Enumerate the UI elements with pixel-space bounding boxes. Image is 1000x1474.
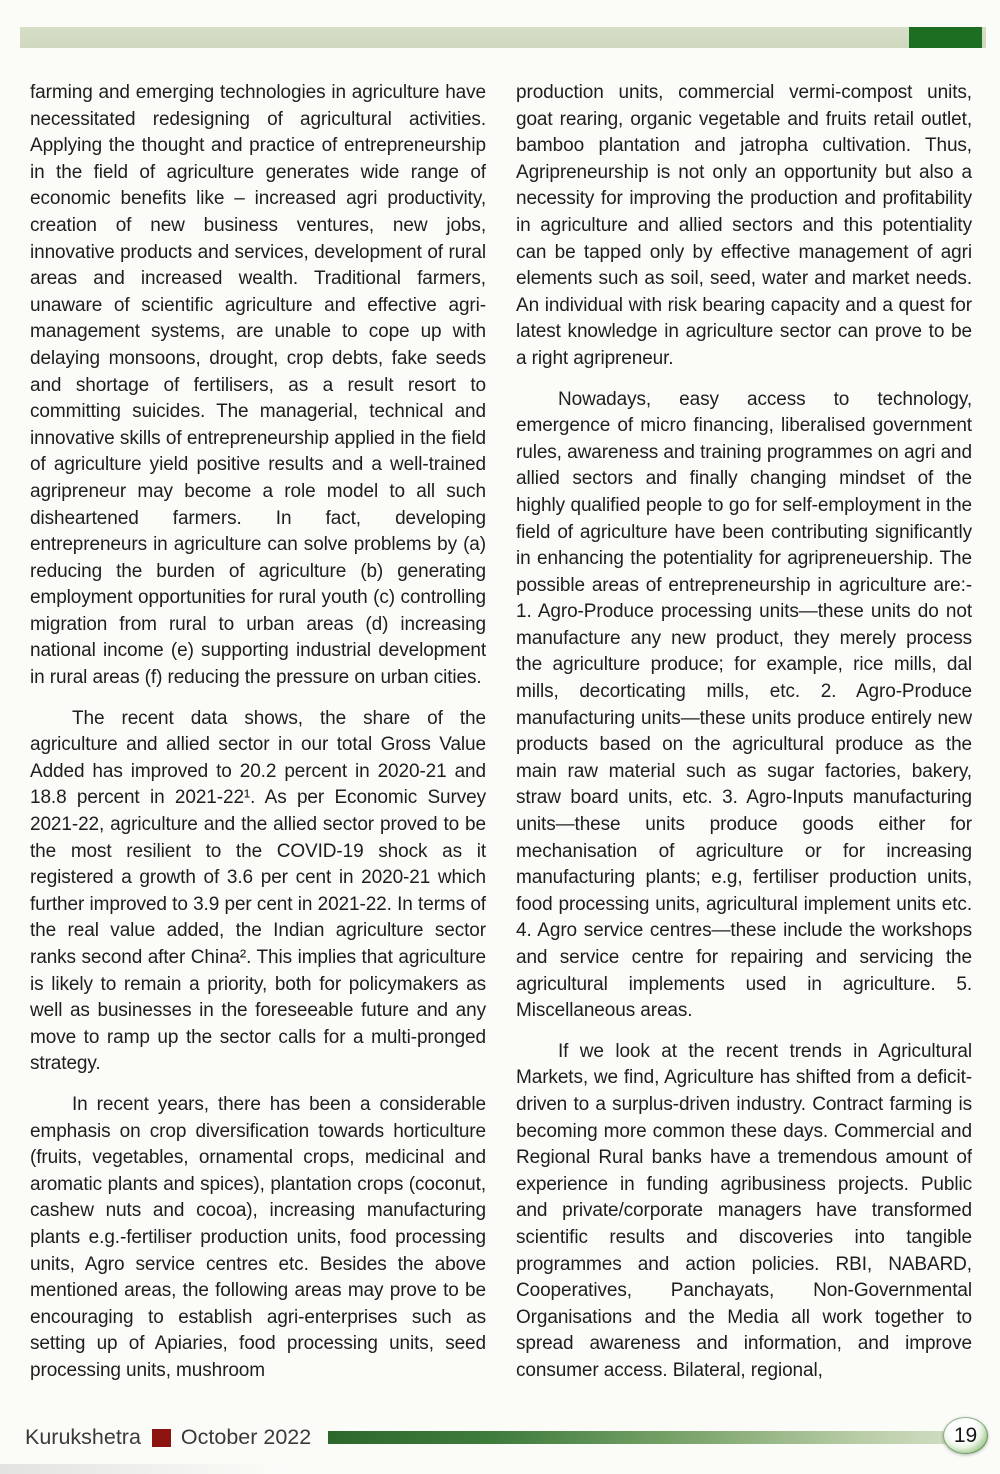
body-paragraph: In recent years, there has been a considerable emphasis on crop diversification towards horticulture (fruits, vegetables, ornamental crops, medicinal and aromatic plants and spices), plantation crops (coconut, cashew nuts and cocoa), increasing manufacturing plants e.g.-fertiliser production units, food processing units, Agro service centres etc. Besides the above mentioned areas, the following areas may prove to be encouraging to establish agri-enterprises such as setting up of Apiaries, food processing units, seed processing units, mushroom	[30, 1093, 486, 1381]
body-paragraph: If we look at the recent trends in Agricultural Markets, we find, Agriculture has shifted from a deficit-driven to a surplus-driven industry. Contract farming is becoming more common these days. Commercial and Regional Rural banks have a tremendous amount of experience in funding agribusiness projects. Public and private/corporate managers have transformed scientific results and discoveries into tangible programmes and action policies. RBI, NABARD, Cooperatives, Panchayats, Non-Governmental Organisations and the Media all work together to spread awareness and information, and improve consumer access. Bilateral, regional,	[516, 1040, 972, 1381]
footer-separator-square	[152, 1429, 171, 1447]
header-rule-accent	[909, 27, 982, 48]
journal-title: Kurukshetra	[25, 1424, 141, 1449]
header-rule-bar	[20, 27, 986, 48]
body-paragraph: The recent data shows, the share of the agriculture and allied sector in our total Gross Value Added has improved to 20.2 percent in 2020-21 and 18.8 percent in 2021-22¹. As per Economic Survey 2021-22, agriculture and the allied sector proved to be the most resilient to the COVID-19 shock as it registered a growth of 3.6 per cent in 2020-21 which further improved to 3.9 per cent in 2021-22. In terms of the real value added, the Indian agriculture sector ranks second after China². This implies that agriculture is likely to remain a priority, both for policymakers as well as businesses in the foreseeable future and any move to ramp up the sector calls for a multi-pronged strategy.	[30, 707, 486, 1075]
page-number: 19	[953, 1423, 978, 1447]
right-column	[516, 80, 972, 1415]
issue-date: October 2022	[180, 1424, 312, 1449]
left-column	[30, 80, 486, 1415]
body-paragraph: farming and emerging technologies in agriculture have necessitated redesigning of agricultural activities. Applying the thought and practice of entrepreneurship in the field of agriculture generates wide range of economic benefits like – increased agri productivity, creation of new business ventures, new jobs, innovative products and services, development of rural areas and increased wealth. Traditional farmers, unaware of scientific agriculture and effective agri-management systems, are unable to cope up with delaying monsoons, drought, crop debts, fake seeds and shortage of fertilisers, as a result resort to committing suicides. The managerial, technical and innovative skills of entrepreneurship applied in the field of agriculture yield positive results and a well-trained agripreneur may become a role model to all such disheartened farmers. In fact, developing entrepreneurs in agriculture can solve problems by (a) reducing the burden of agriculture (b) generating employment opportunities for rural youth (c) controlling migration from rural to urban areas (d) increasing national income (e) supporting industrial development in rural areas (f) reducing the pressure on urban cities.	[30, 82, 486, 689]
article-body	[30, 80, 972, 1415]
scan-shadow	[0, 1464, 280, 1474]
page-number-badge	[943, 1417, 988, 1454]
body-paragraph: production units, commercial vermi-compost units, goat rearing, organic vegetable and fruits retail outlet, bamboo plantation and jatropha cultivation. Thus, Agripreneurship is not only an opportunity but also a necessity for improving the production and profitability in agriculture and allied sectors and this potentiality can be tapped only by effective management of agri elements such as soil, seed, water and market needs. An individual with risk bearing capacity and a quest for latest knowledge in agriculture sector can prove to be a right agripreneur.	[516, 82, 972, 369]
footer-rule-bar	[328, 1431, 984, 1444]
body-paragraph: Nowadays, easy access to technology, emergence of micro financing, liberalised government rules, awareness and training programmes on agri and allied sectors and finally changing mindset of the highly qualified people to go for self-employment in the field of agriculture have been contributing significantly in enhancing the potentiality for agripreneuership. The possible areas of entrepreneurship in agriculture are:- 1. Agro-Produce processing units—these units do not manufacture any new product, they merely process the agriculture produce; for example, rice mills, dal mills, decorticating mills, etc. 2. Agro-Produce manufacturing units—these units produce entirely new products based on the agricultural produce as the main raw material such as sugar factories, bakery, straw board units, etc. 3. Agro-Inputs manufacturing units—these units produce goods either for mechanisation of agriculture or for increasing manufacturing plants; e.g, fertiliser production units, food processing units, agricultural implement units etc. 4. Agro service centres—these include the workshops and service centre for repairing and servicing the agricultural implements used in agriculture. 5. Miscellaneous areas.	[516, 388, 972, 1022]
page-footer	[0, 1416, 1000, 1458]
